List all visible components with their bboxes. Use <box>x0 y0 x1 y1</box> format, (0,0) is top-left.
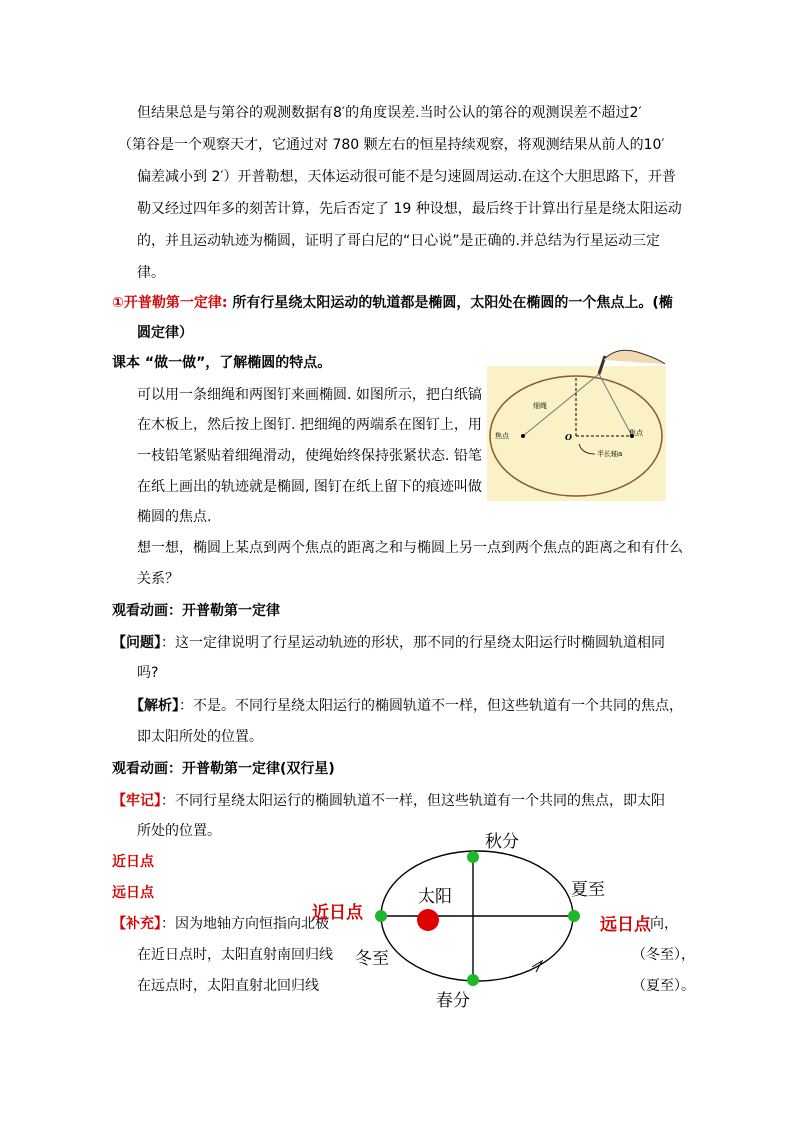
earth-orbit-figure <box>300 826 651 1016</box>
law1-line-2: 圆定律） <box>137 325 193 341</box>
activity-line-2: 在木板上，然后按上图钉. 把细绳的两端系在图钉上，用 <box>137 417 482 433</box>
activity-title: 课本 “做一做”，了解椭圆的特点。 <box>112 355 332 371</box>
anim1-analysis <box>130 696 683 716</box>
center-label: O <box>565 432 572 442</box>
activity-line-3: 一枝铅笔紧贴着细绳滑动，使绳始终保持张紧状态. 铅笔 <box>137 448 482 464</box>
question-line-2: 关系？ <box>137 571 179 587</box>
supplement-line-3-a: 在远 <box>137 978 165 994</box>
perihelion-label: 近日点 <box>312 903 363 923</box>
summer-label: 夏至 <box>571 880 605 900</box>
intro-line-1: 但结果总是与第谷的观测数据有8′的角度误差.当时公认的第谷的观测误差不超过2′ <box>137 105 642 121</box>
anim1-title: 观看动画：开普勒第一定律 <box>112 603 280 619</box>
focus-left-point <box>521 434 525 438</box>
hand-icon <box>603 350 665 364</box>
perihelion-heading: 近日点 <box>112 854 154 870</box>
analysis-text: ：不是。不同行星绕太阳运行的椭圆轨道不一样，但这些轨道有一个共同的焦点， <box>179 698 683 714</box>
summer-solstice-point <box>568 910 580 922</box>
semi-major-pointer <box>579 444 595 454</box>
supplement-text: ：因为地轴方向恒指向北极 <box>161 916 329 932</box>
earth-orbit-svg <box>300 826 651 1016</box>
supplement-tag: 【补充】 <box>112 916 161 932</box>
supplement-right-2: （冬至）， <box>632 947 695 963</box>
autumn-label: 秋分 <box>485 832 519 852</box>
law1-text: 所有行星绕太阳运动的轨道都是椭圆，太阳处在椭圆的一个焦点上。(椭 <box>227 295 673 311</box>
focus-right-label: 焦点 <box>629 429 643 437</box>
analysis-tag: 【解析】 <box>130 698 179 714</box>
sun-icon <box>417 909 439 931</box>
activity-line-5: 椭圆的焦点. <box>137 509 212 525</box>
remember-tag: 【牢记】 <box>112 793 161 809</box>
ellipse-drawing-figure <box>487 366 666 501</box>
semi-major-label: 半长轴a <box>597 450 623 458</box>
aphelion-label: 远日点 <box>600 915 651 935</box>
remember-text: ：不同行星绕太阳运行的椭圆轨道不一样，但这些轨道有一个共同的焦点，即太阳 <box>161 793 665 809</box>
question-line-1: 想一想，椭圆上某点到两个焦点的距离之和与椭圆上另一点到两个焦点的距离之和有什么 <box>137 540 683 556</box>
supplement-line-3 <box>137 976 319 996</box>
ellipse-drawing-svg <box>487 366 666 501</box>
intro-line-3: 偏差减小到 2′）开普勒想，天体运动很可能不是匀速圆周运动.在这个大胆思路下，开普 <box>137 169 676 185</box>
question-tag: 【问题】 <box>112 635 161 651</box>
winter-solstice-point <box>375 910 387 922</box>
spring-label: 春分 <box>436 991 470 1011</box>
law1-statement <box>112 293 673 313</box>
supplement-right-3: （夏至）。 <box>632 978 695 994</box>
supplement-line-2: 在近日点时，太阳直射南回归线 <box>137 947 333 963</box>
anim2-remember-line-2: 所处的位置。 <box>137 823 221 839</box>
anim2-title: 观看动画：开普勒第一定律(双行星) <box>112 761 335 777</box>
anim2-remember <box>112 791 665 811</box>
question-text: ：这一定律说明了行星运动轨迹的形状，那不同的行星绕太阳运行时椭圆轨道相同 <box>161 635 665 651</box>
intro-line-2: （第谷是一个观察天才，它通过对 780 颗左右的恒星持续观察，将观测结果从前人的10′ <box>118 137 665 153</box>
intro-line-4: 勒又经过四年多的刻苦计算，先后否定了 19 种设想，最后终于计算出行星是绕太阳运动 <box>137 201 682 217</box>
rope-label: 细绳 <box>533 402 547 410</box>
supplement-right-1: 向， <box>650 916 678 932</box>
autumn-equinox-point <box>467 851 479 863</box>
anim1-analysis-line-2: 即太阳所处的位置。 <box>137 729 263 745</box>
sun-label: 太阳 <box>418 887 452 907</box>
activity-line-1: 可以用一条细绳和两图钉来画椭圆. 如图所示，把白纸镐 <box>137 387 482 403</box>
anim1-question-line-2: 吗? <box>137 665 159 681</box>
supplement-line-3-b: 点时，太阳直射北回归线 <box>165 978 319 994</box>
focus-left-label: 焦点 <box>495 432 509 440</box>
supplement-line-1 <box>112 914 329 934</box>
spring-equinox-point <box>467 974 479 986</box>
law1-prefix: ①开普勒第一定律: <box>112 295 228 311</box>
aphelion-heading: 远日点 <box>112 885 154 901</box>
intro-line-5: 的，并且运动轨迹为椭圆，证明了哥白尼的“日心说”是正确的.并总结为行星运动三定 <box>137 233 660 249</box>
anim1-question <box>112 633 665 653</box>
winter-label: 冬至 <box>355 949 389 969</box>
intro-line-6: 律。 <box>137 265 165 281</box>
activity-line-4: 在纸上画出的轨迹就是椭圆, 图钉在纸上留下的痕迹叫做 <box>137 479 482 495</box>
